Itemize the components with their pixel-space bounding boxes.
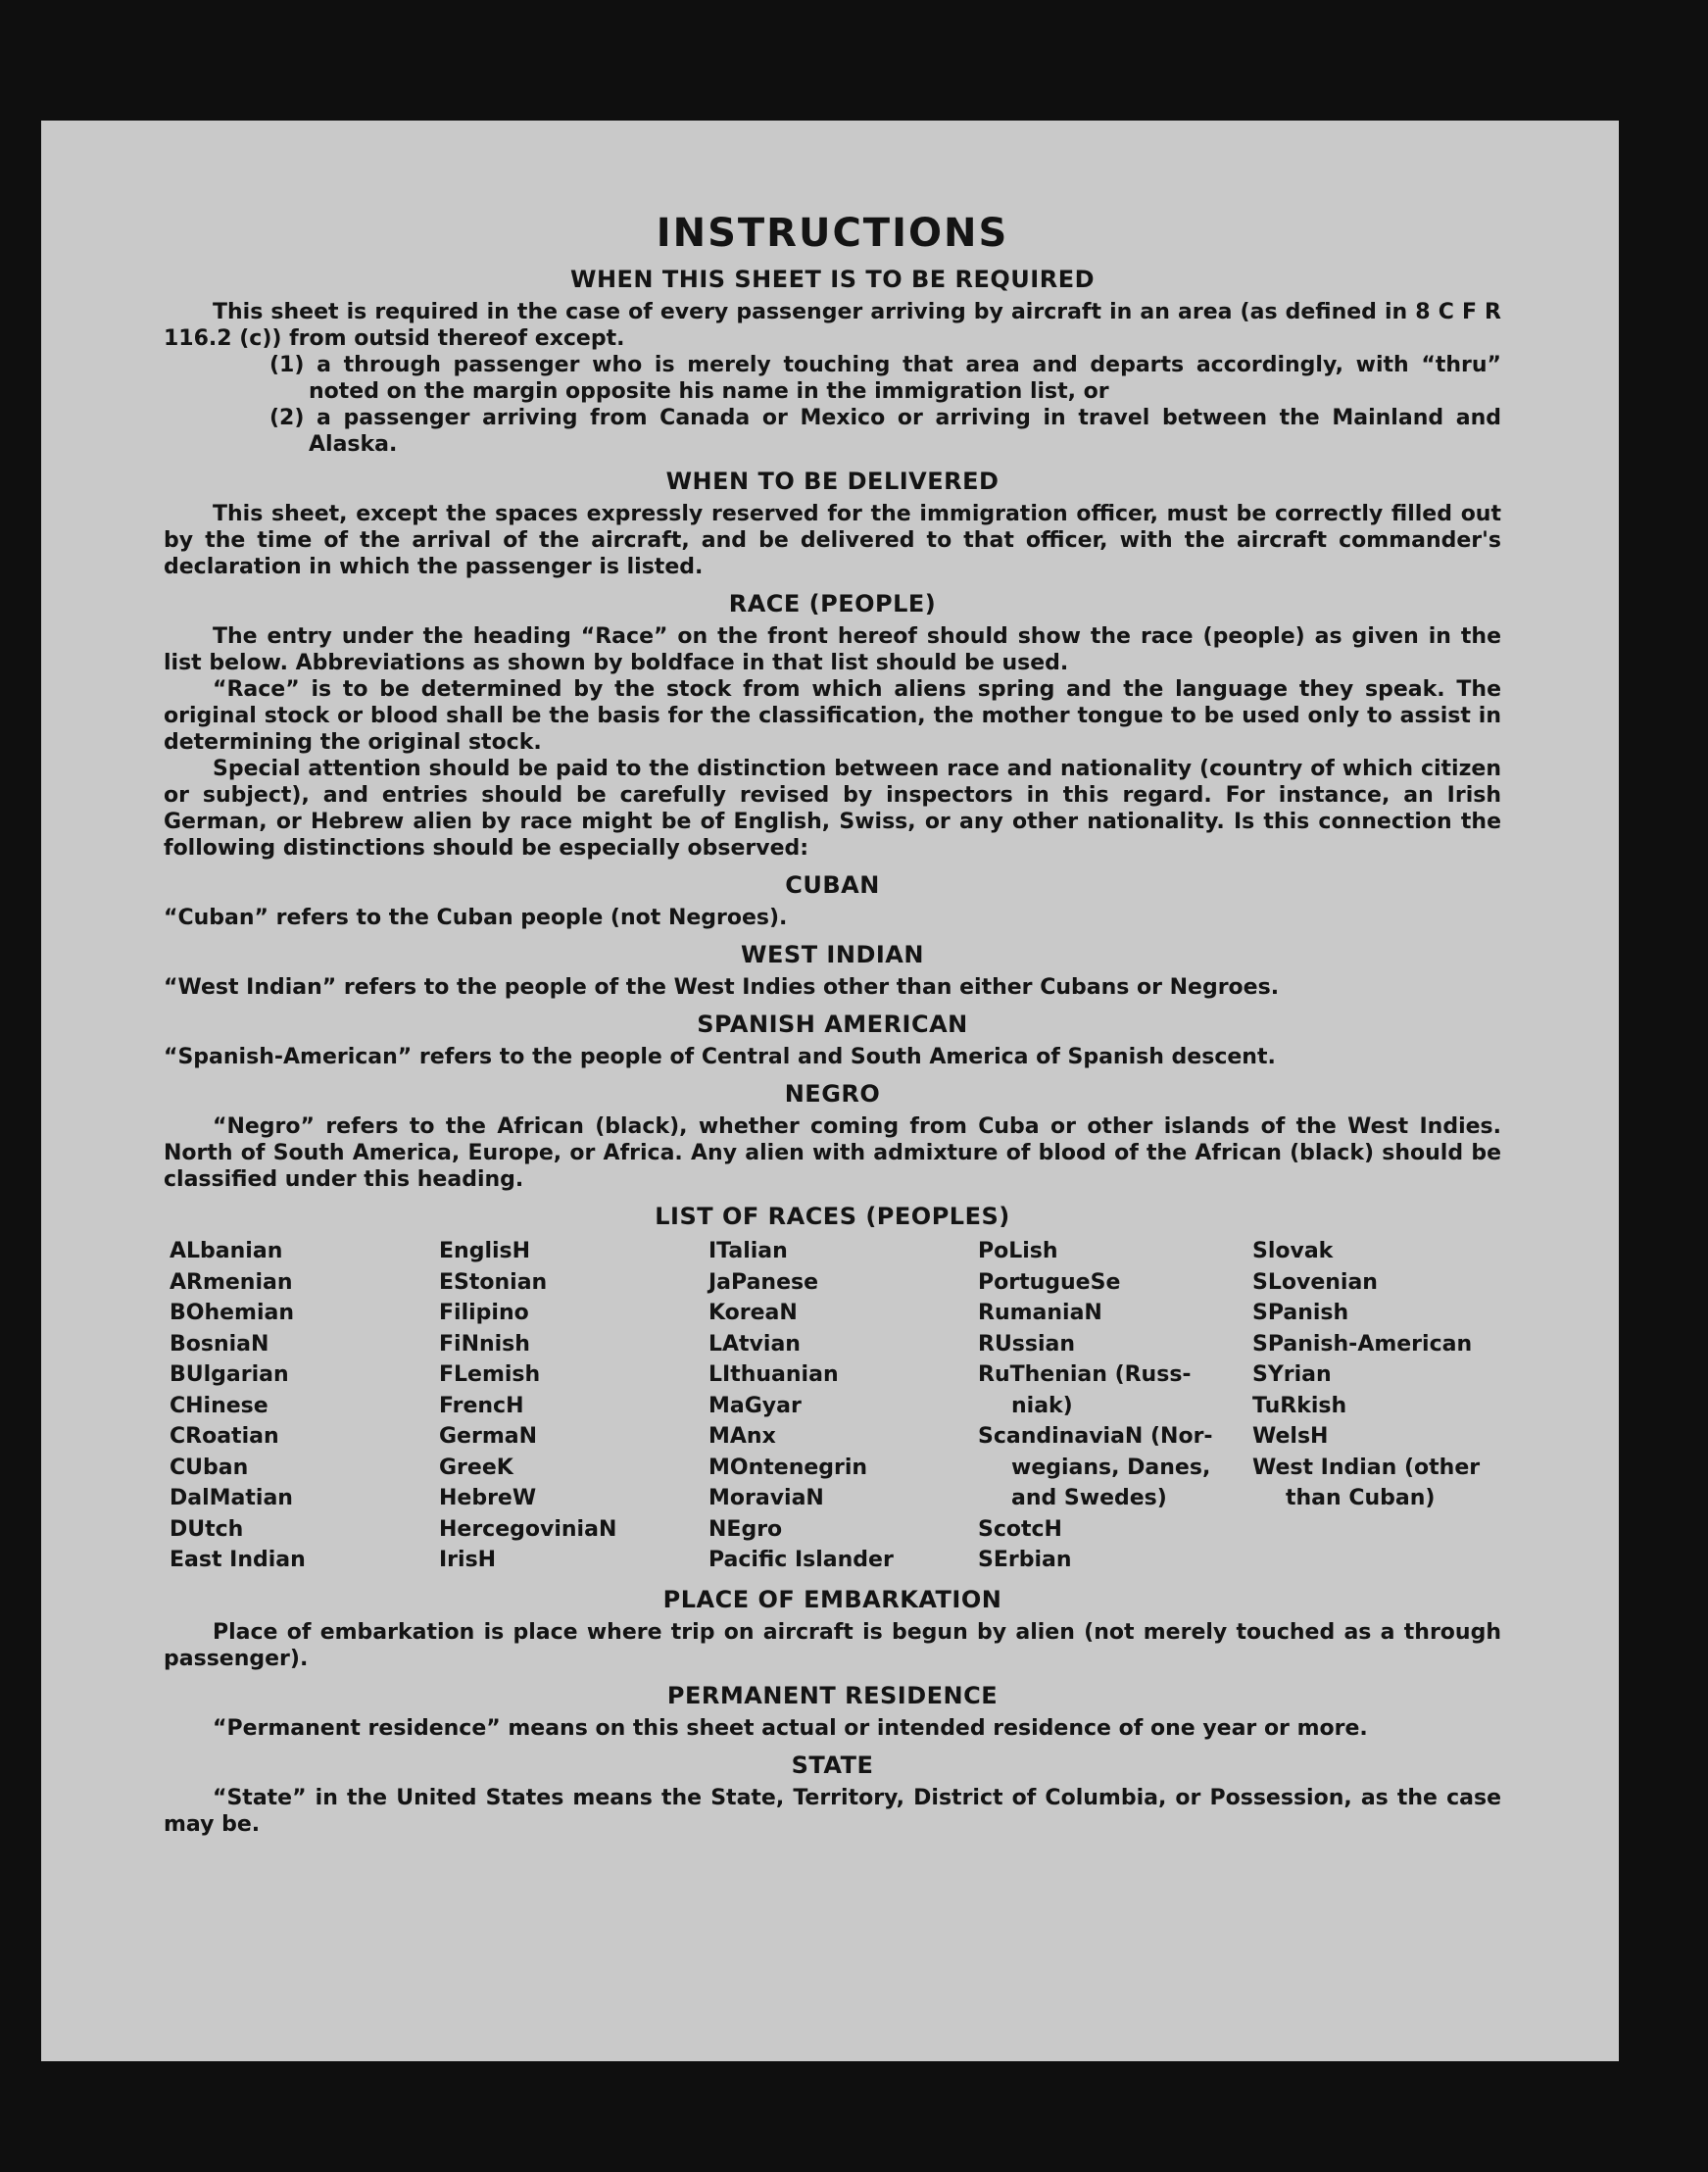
race-entry: BosniaN bbox=[170, 1331, 269, 1357]
race-entry: CHinese bbox=[170, 1393, 268, 1418]
race-entry: NEgro bbox=[708, 1516, 783, 1542]
race-entry-continuation: and Swedes) bbox=[1011, 1486, 1167, 1510]
race-entry: ScandinaviaN (Nor- bbox=[978, 1424, 1213, 1449]
race-entry: Pacific Islander bbox=[708, 1548, 894, 1572]
race-entry: FiNnish bbox=[439, 1331, 530, 1357]
race-entry: TuRkish bbox=[1252, 1393, 1347, 1418]
spanish-american-text: “Spanish-American” refers to the people of Central and South America of Spanish descent. bbox=[164, 1045, 1276, 1069]
heading-west-indian: WEST INDIAN bbox=[741, 941, 924, 968]
race-entry: ScotcH bbox=[978, 1516, 1062, 1542]
cuban-text: “Cuban” refers to the Cuban people (not Negroes). bbox=[164, 906, 788, 930]
heading-state: STATE bbox=[791, 1751, 874, 1779]
race-entry: BOhemian bbox=[170, 1301, 295, 1325]
race-entry: MAnx bbox=[708, 1424, 776, 1449]
heading-when-required: WHEN THIS SHEET IS TO BE REQUIRED bbox=[569, 266, 1096, 293]
exception-item-1: (1) a through passenger who is merely touching that area and departs accordingly, with “thru” noted on the margin opposite his name in the immigration list, or bbox=[269, 353, 1501, 404]
race-entry-continuation: than Cuban) bbox=[1286, 1486, 1436, 1510]
residence-text: “Permanent residence” means on this sheet actual or intended residence of one year or more. bbox=[213, 1715, 1368, 1741]
race-entry: ITalian bbox=[708, 1239, 788, 1263]
races-column bbox=[708, 1236, 978, 1576]
race-entry: RuThenian (Russ- bbox=[978, 1362, 1192, 1387]
race-entry: FLemish bbox=[439, 1362, 541, 1387]
heading-permanent-residence: PERMANENT RESIDENCE bbox=[666, 1681, 999, 1709]
race-entry: LAtvian bbox=[708, 1331, 801, 1357]
document-sheet bbox=[41, 121, 1619, 2061]
race-paragraph: “Race” is to be determined by the stock from which aliens spring and the language they speak. The original stock or blood shall be the basis for the classification, the mother tongue to be used only to assist in determining the original stock. bbox=[164, 677, 1501, 755]
race-entry: EStonian bbox=[439, 1269, 548, 1295]
races-column bbox=[439, 1236, 708, 1576]
heading-race: RACE (PEOPLE) bbox=[728, 590, 937, 617]
race-entry: KoreaN bbox=[708, 1301, 798, 1325]
race-entry: CRoatian bbox=[170, 1424, 279, 1449]
race-entry: CUban bbox=[170, 1455, 249, 1480]
race-entry: SPanish-American bbox=[1252, 1331, 1473, 1357]
races-list bbox=[170, 1236, 1501, 1576]
race-entry: West Indian (other bbox=[1252, 1455, 1481, 1480]
race-entry: ARmenian bbox=[170, 1269, 293, 1295]
race-entry: MOntenegrin bbox=[708, 1455, 868, 1480]
race-entry: GermaN bbox=[439, 1424, 538, 1449]
race-entry: GreeK bbox=[439, 1455, 513, 1480]
heading-spanish-american: SPANISH AMERICAN bbox=[697, 1011, 968, 1038]
race-entry: HercegoviniaN bbox=[439, 1516, 617, 1542]
heading-embarkation: PLACE OF EMBARKATION bbox=[662, 1585, 1002, 1613]
race-entry: DUtch bbox=[170, 1516, 244, 1542]
race-entry: DalMatian bbox=[170, 1486, 293, 1510]
race-entry: MoraviaN bbox=[708, 1486, 824, 1510]
when-required-intro: This sheet is required in the case of every passenger arriving by aircraft in an area (as defined in 8 C F R 116.2 (c)) from outsid thereof except. bbox=[164, 300, 1501, 351]
race-entry: East Indian bbox=[170, 1548, 306, 1572]
race-entry-continuation: niak) bbox=[1011, 1393, 1073, 1418]
race-entry: SYrian bbox=[1252, 1362, 1332, 1387]
race-entry: EnglisH bbox=[439, 1239, 531, 1263]
race-paragraph: The entry under the heading “Race” on the front hereof should show the race (people) as given in the list below. Abbreviations as shown by boldface in that list should be used. bbox=[164, 624, 1501, 675]
race-entry: SPanish bbox=[1252, 1301, 1349, 1325]
races-column bbox=[1252, 1236, 1507, 1576]
heading-list-of-races: LIST OF RACES (PEOPLES) bbox=[655, 1203, 1010, 1230]
race-paragraph: Special attention should be paid to the distinction between race and nationality (country of which citizen or subject), and entries should be carefully revised by inspectors in this regard. For instance, an Irish German, or Hebrew alien by race might be of English, Swiss, or any other nationality. Is this connection the following distinctions should be especially observed: bbox=[164, 757, 1501, 861]
race-entry: FrencH bbox=[439, 1393, 524, 1418]
races-column bbox=[978, 1236, 1252, 1576]
race-entry: SLovenian bbox=[1252, 1269, 1378, 1295]
heading-when-delivered: WHEN TO BE DELIVERED bbox=[665, 468, 1000, 495]
race-entry: SErbian bbox=[978, 1548, 1072, 1572]
west-indian-text: “West Indian” refers to the people of the West Indies other than either Cubans or Negroes. bbox=[164, 975, 1280, 1000]
race-entry: MaGyar bbox=[708, 1393, 802, 1418]
heading-cuban: CUBAN bbox=[785, 871, 880, 899]
race-entry: LIthuanian bbox=[708, 1362, 839, 1387]
race-entry-continuation: wegians, Danes, bbox=[1011, 1455, 1211, 1480]
state-text: “State” in the United States means the State, Territory, District of Columbia, or Possession, as the case may be. bbox=[164, 1785, 1501, 1837]
races-column bbox=[170, 1236, 439, 1576]
race-entry: HebreW bbox=[439, 1486, 537, 1510]
race-entry: RUssian bbox=[978, 1331, 1076, 1357]
when-delivered-text: This sheet, except the spaces expressly reserved for the immigration officer, must be correctly filled out by the time of the arrival of the aircraft, and be delivered to that officer, with the aircraft commander's declaration in which the passenger is listed. bbox=[164, 502, 1501, 579]
exception-item-2: (2) a passenger arriving from Canada or Mexico or arriving in travel between the Mainland and Alaska. bbox=[269, 406, 1501, 457]
race-entry: WelsH bbox=[1252, 1424, 1329, 1449]
race-entry: PoLish bbox=[978, 1239, 1058, 1263]
negro-text: “Negro” refers to the African (black), whether coming from Cuba or other islands of the West Indies. North of South America, Europe, or Africa. Any alien with admixture of blood of the African (black) should be classified under this heading. bbox=[164, 1114, 1501, 1192]
race-entry: PortugueSe bbox=[978, 1269, 1121, 1295]
race-entry: Slovak bbox=[1252, 1239, 1334, 1263]
race-entry: JaPanese bbox=[708, 1269, 819, 1295]
heading-negro: NEGRO bbox=[784, 1080, 881, 1108]
race-entry: BUlgarian bbox=[170, 1362, 289, 1387]
race-entry: ALbanian bbox=[170, 1239, 283, 1263]
embarkation-text: Place of embarkation is place where trip on aircraft is begun by alien (not merely touched as a through passenger). bbox=[164, 1619, 1501, 1671]
page-title: INSTRUCTIONS bbox=[656, 211, 1009, 256]
race-entry: Filipino bbox=[439, 1301, 529, 1325]
race-entry: IrisH bbox=[439, 1548, 497, 1572]
race-entry: RumaniaN bbox=[978, 1301, 1102, 1325]
